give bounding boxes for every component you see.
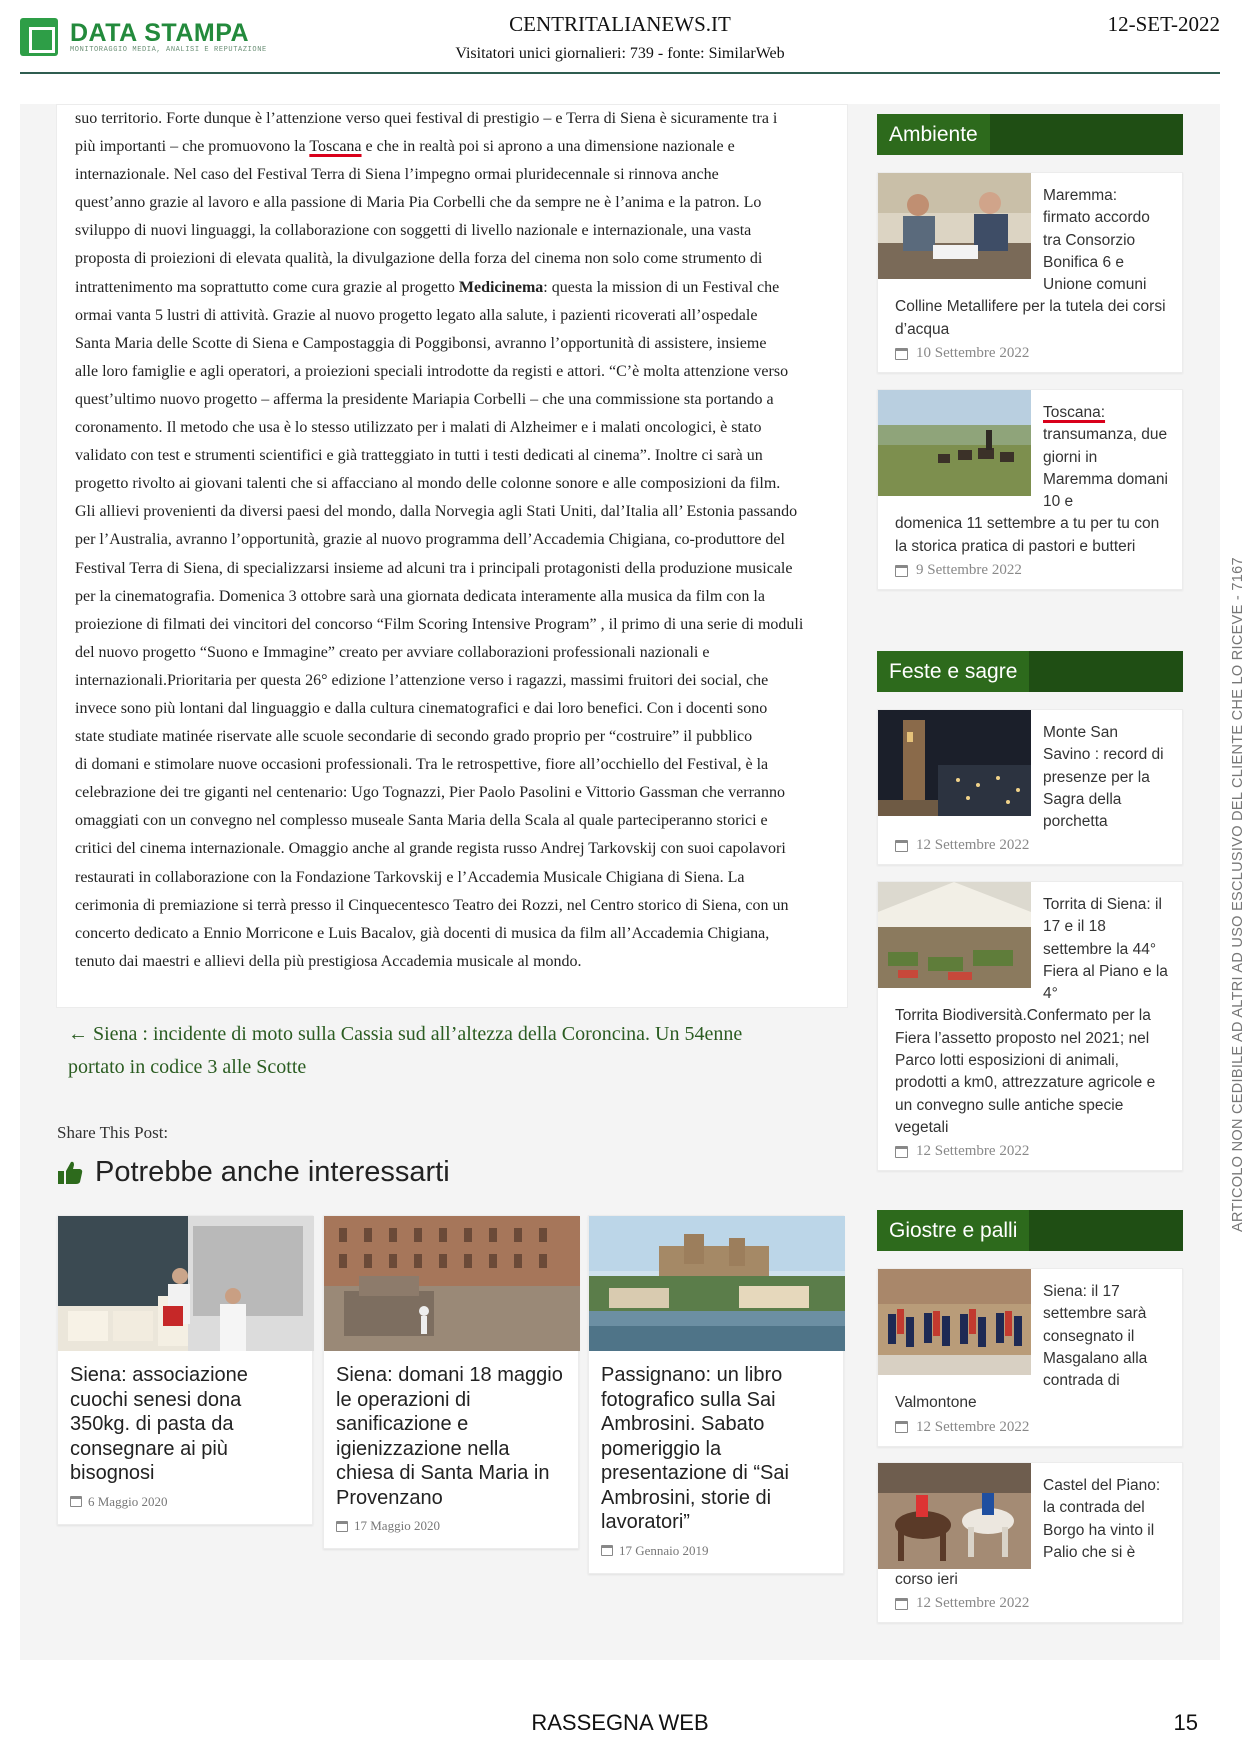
sidebar-item-image — [878, 1269, 1031, 1375]
related-card-date: 17 Maggio 2020 — [324, 1510, 578, 1548]
article-line: cerimonia di premiazione si terrà presso il Cinquecentesco Teatro dei Rozzi, nel Centro storico di Siena, con un — [75, 896, 789, 914]
related-heading — [57, 1156, 450, 1189]
sidebar-item-title-cont[interactable]: Valmontone — [895, 1394, 977, 1412]
article-line: per la cinematografia. Domenica 3 ottobre sarà una giornata dedicata interamente alla musica da film con la — [75, 587, 765, 605]
sidebar-item-title[interactable]: Toscana: transumanza, due giorni in Maremma domani 10 e — [1043, 404, 1168, 511]
article-line: critici del cinema internazionale. Omaggio anche al grande regista russo Andrej Tarkovskij con suoi capolavori — [75, 840, 786, 858]
sidebar-item-date: 12 Settembre 2022 — [878, 833, 1182, 864]
related-card[interactable] — [588, 1215, 844, 1574]
calendar-icon — [895, 1146, 908, 1158]
calendar-icon — [601, 1545, 613, 1556]
related-card-image — [58, 1216, 314, 1351]
article-line: intrattenimento ma soprattutto come cura grazie al progetto Medicinema: questa la mission di un Festival che — [75, 278, 780, 296]
source-site: CENTRITALIANEWS.IT — [509, 12, 731, 36]
article-line: Santa Maria delle Scotte di Siena e Campostaggia di Poggibonsi, avranno l’opportunità di assistere, insieme — [75, 334, 767, 352]
sidebar-item[interactable] — [877, 1268, 1183, 1447]
sidebar-item-date: 10 Settembre 2022 — [878, 341, 1182, 372]
related-card-title[interactable]: Passignano: un libro fotografico sulla Sai Ambrosini. Sabato pomeriggio la presentazione di “Sai Ambrosini, storie di lavoratori” — [601, 1364, 789, 1533]
article-line: restaurati in collaborazione con la Fondazione Tarkovskij e l’Accademia Musicale Chigiana di Siena. La — [75, 868, 745, 886]
page-number: 15 — [1173, 1710, 1198, 1735]
sidebar-section-title: Feste e sagre — [877, 651, 1029, 692]
related-card-title[interactable]: Siena: associazione cuochi senesi dona 350kg. di pasta da consegnare ai più bisognosi — [70, 1364, 248, 1484]
article-line: sviluppo di nuovi linguaggi, la collaborazione con soggetti di livello nazionale e internazionale, una vasta — [75, 222, 752, 240]
related-card[interactable] — [57, 1215, 313, 1525]
sidebar-item[interactable] — [877, 389, 1183, 590]
clipping-header — [20, 0, 1220, 74]
sidebar-item[interactable] — [877, 709, 1183, 865]
article-line: ormai vanta 5 lustri di attività. Grazie al nuovo progetto legato alla salute, i pazienti ricoverati all’ospedale — [75, 306, 758, 324]
related-card-image — [589, 1216, 845, 1351]
sidebar-section-feste — [877, 651, 1183, 692]
article-line: del nuovo progetto “Suono e Immagine” creato per avviare collaborazioni professionali nazionali e — [75, 643, 710, 661]
sidebar-item-image — [878, 710, 1031, 816]
clipping-date: 12-SET-2022 — [1107, 12, 1220, 36]
article-line: più importanti – che promuovono la Toscana e che in realtà poi si aprono a una dimensione nazionale e — [75, 138, 735, 156]
article-line: Gli allievi provenienti da diversi paesi del mondo, dalla Norvegia agli Stati Uniti, dal’Italia all’ Estonia passando — [75, 503, 798, 521]
related-card-date: 17 Gennaio 2019 — [589, 1535, 843, 1573]
article-line: validato con test e strumenti scientifici e già tratteggiato in tutti i testi dedicati al cinema”. Inoltre ci sarà un — [75, 447, 763, 465]
keyword-medicinema: Medicinema — [458, 278, 544, 296]
article-line: quest’ultimo nuovo progetto – afferma la presidente Mariapia Corbelli – che una commissione sta portando a — [75, 390, 774, 408]
calendar-icon — [895, 1421, 908, 1433]
related-heading-text: Potrebbe anche interessarti — [95, 1156, 450, 1188]
logo-title: DATA STAMPA — [70, 19, 250, 47]
keyword-toscana: Toscana — [309, 138, 362, 156]
sidebar-section-title: Giostre e palli — [877, 1210, 1029, 1251]
footer-label: RASSEGNA WEB — [531, 1710, 709, 1735]
related-card[interactable] — [323, 1215, 579, 1549]
article-line: progetto rivolto ai giovani talenti che si affacciano al mondo delle colonne sonore e alle composizioni da film. — [75, 475, 781, 493]
sidebar-section-giostre — [877, 1210, 1183, 1251]
sidebar-item-title-cont[interactable]: corso ieri — [895, 1571, 958, 1588]
sidebar-item[interactable] — [877, 172, 1183, 373]
article-line: proposta di proiezioni di elevata qualità, la divulgazione della forza del cinema non solo come strumento di — [75, 250, 763, 268]
sidebar-item-image — [878, 390, 1031, 496]
previous-post-link[interactable]: ← Siena : incidente di moto sulla Cassia sud all’altezza della Coroncina. Un 54enne portato in codice 3 alle Scotte — [68, 1023, 743, 1078]
sidebar-item-title-cont[interactable]: Torrita Biodiversità.Confermato per la Fiera l’assetto proposto nel 2021; nel Parco lotti esposizioni di animali, prodotti a km0, attrezzature agricole e un convegno sulle antiche specie vegetali — [895, 1007, 1156, 1136]
sidebar-item-title-cont[interactable]: domenica 11 settembre a tu per tu con la storica pratica di pastori e butteri — [895, 515, 1160, 555]
sidebar-section-title: Ambiente — [877, 114, 990, 155]
sidebar-item[interactable] — [877, 881, 1183, 1171]
share-label: Share This Post: — [57, 1123, 169, 1142]
article-body — [56, 104, 848, 1008]
article-line: di domani e stimolare nuove occasioni professionali. Tra le retrospettive, fiore all’occhiello del Festival, è la — [75, 756, 769, 774]
thumbs-up-icon — [57, 1160, 83, 1186]
usage-notice: ARTICOLO NON CEDIBILE AD ALTRI AD USO ESCLUSIVO DEL CLIENTE CHE LO RICEVE - 7167 — [1230, 557, 1246, 1232]
keyword-toscana: Toscana: — [1043, 404, 1106, 421]
sidebar-item-title[interactable]: Siena: il 17 settembre sarà consegnato il Masgalano alla contrada di — [1043, 1283, 1148, 1390]
sidebar-item-date: 12 Settembre 2022 — [878, 1591, 1182, 1622]
article-line: internazionali.Prioritaria per questa 26° edizione l’attenzione verso i ragazzi, massimi fruitori dei social, che — [75, 671, 769, 689]
article-line: concerto dedicato a Ennio Morricone e Luis Bacalov, già docenti di musica da film all’Accademia Chigiana, — [75, 924, 770, 942]
related-card-date: 6 Maggio 2020 — [58, 1486, 312, 1524]
sidebar-item-title[interactable]: Torrita di Siena: il 17 e il 18 settembre la 44° Fiera al Piano e la 4° — [1043, 896, 1168, 1003]
article-line: quest’anno grazie al lavoro e alla passione di Maria Pia Corbelli che da sempre ne è l’anima e la patron. Lo — [75, 194, 762, 212]
logo-subtitle: MONITORAGGIO MEDIA, ANALISI E REPUTAZIONE — [70, 46, 267, 54]
sidebar-item-title[interactable]: Castel del Piano: la contrada del Borgo ha vinto il Palio che si è — [1043, 1477, 1161, 1561]
article-line: suo territorio. Forte dunque è l’attenzione verso quei festival di prestigio – e Terra di Siena è sicuramente tra i — [75, 110, 778, 127]
article-line: state studiate matinée riservate alle scuole secondarie di secondo grado proprio per “costruire” il pubblico — [75, 728, 753, 746]
sidebar-item-image — [878, 173, 1031, 279]
article-line: per l’Australia, avranno l’opportunità, grazie al nuovo programma dell’Accademia Chigiana, co-produttore del — [75, 531, 785, 549]
article-line: coronamento. Il metodo che usa è lo stesso utilizzato per i malati di Alzheimer e i malati oncologici, è stato — [75, 419, 762, 437]
visitors-info: Visitatori unici giornalieri: 739 - fonte: SimilarWeb — [455, 45, 785, 62]
calendar-icon — [336, 1521, 348, 1532]
calendar-icon — [895, 565, 908, 577]
article-text — [75, 105, 835, 976]
article-line: tenuto dai maestri e allievi della più prestigiosa Accademia musicale al mondo. — [75, 952, 582, 970]
related-card-image — [324, 1216, 580, 1351]
calendar-icon — [895, 840, 908, 852]
sidebar-item-date: 12 Settembre 2022 — [878, 1415, 1182, 1446]
sidebar-item-date: 12 Settembre 2022 — [878, 1139, 1182, 1170]
calendar-icon — [70, 1496, 82, 1507]
calendar-icon — [895, 348, 908, 360]
article-line: Festival Terra di Siena, di specializzarsi insieme ad alcuni tra i principali protagonisti della produzione musicale — [75, 559, 793, 577]
sidebar-item-title[interactable]: Maremma: firmato accordo tra Consorzio Bonifica 6 e Unione comuni — [1043, 187, 1150, 294]
related-card-title[interactable]: Siena: domani 18 maggio le operazioni di sanificazione e igienizzazione nella chiesa di Santa Maria in Provenzano — [336, 1364, 563, 1509]
article-line: internazionale. Nel caso del Festival Terra di Siena l’impegno ormai pluridecennale si rinnova anche — [75, 166, 719, 184]
article-line: omaggiati con un convegno nel complesso museale Santa Maria della Scala al quale parteciperanno storici e — [75, 812, 768, 830]
article-line: invece sono più lontani dal linguaggio e dalla cultura cinematografici e dai loro benefici. Con i docenti sono — [75, 699, 768, 717]
sidebar-item-title[interactable]: Monte San Savino : record di presenze per la Sagra della porchetta — [1043, 724, 1164, 831]
article-line: celebrazione dei tre giganti nel centenario: Ugo Tognazzi, Pier Paolo Pasolini e Vittorio Gassman che verranno — [75, 784, 785, 802]
sidebar-section-ambiente — [877, 114, 1183, 155]
sidebar-item-title-cont[interactable]: Colline Metallifere per la tutela dei corsi d’acqua — [895, 298, 1166, 338]
sidebar-item-image — [878, 1463, 1031, 1569]
article-line: alle loro famiglie e agli operatori, a proiezioni speciali introdotte da registi e attori. “C’è molta attenzione verso — [75, 362, 789, 380]
sidebar-item-image — [878, 882, 1031, 988]
calendar-icon — [895, 1598, 908, 1610]
article-line: proiezione di filmati dei vincitori del concorso “Film Scoring Intensive Program” , il primo di una serie di moduli — [75, 615, 804, 633]
sidebar-item-date: 9 Settembre 2022 — [878, 558, 1182, 589]
sidebar-item[interactable] — [877, 1462, 1183, 1623]
